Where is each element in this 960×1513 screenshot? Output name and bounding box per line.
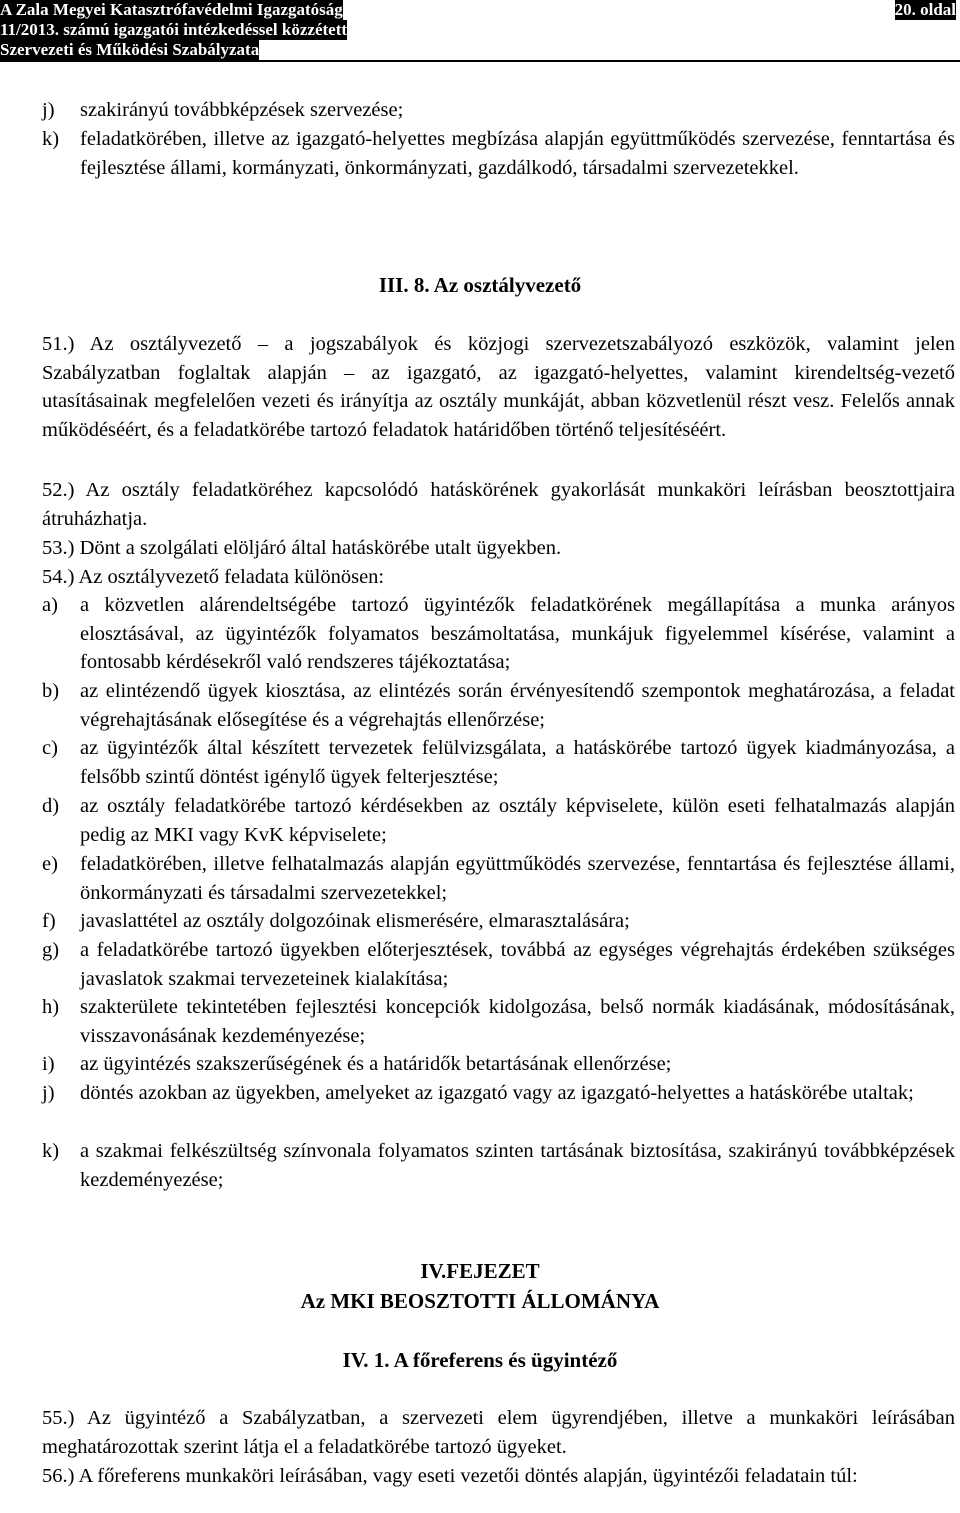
paragraph-56 [42, 1462, 955, 1491]
header-doc-title: Szervezeti és Működési Szabályzata [0, 40, 260, 59]
paragraph-number: 55.) [42, 1407, 75, 1429]
task-item-label: a) [42, 594, 58, 616]
task-item-label: f) [42, 910, 56, 932]
section-title: III. 8. Az osztályvezető [378, 273, 582, 297]
paragraph-text: A főreferens munkaköri leírásában, vagy eseti vezetői döntés alapján, ügyintézői feladatain túl: [78, 1465, 858, 1487]
task-item-label: d) [42, 795, 60, 817]
section-title: IV. 1. A főreferens és ügyintéző [342, 1348, 618, 1372]
task-item-text: a közvetlen alárendeltségébe tartozó ügyintézők feladatkörének megállapítása a munka arányos elosztásával, az ügyintézők folyamatos beszámoltatása, munkájuk figyelemmel kísérése, valamint a fontosabb kérdésekről való rendszeres tájékoztatása; [80, 594, 955, 674]
paragraph-text: Az ügyintéző a Szabályzatban, a szervezeti elem ügyrendjében, illetve a munkaköri leírásában meghatározottak szerint látja el a feladatkörébe tartozó ügyeket. [42, 1407, 955, 1458]
task-item-text: a feladatkörébe tartozó ügyekben előterjesztések, továbbá az egységes végrehajtás érdekében szükséges javaslatok szakmai tervezeteinek kialakítása; [80, 939, 955, 990]
task-item-text: az osztály feladatkörébe tartozó kérdésekben az osztály képviselete, külön eseti felhatalmazás alapján pedig az MKI vagy KvK képviselete; [80, 795, 955, 846]
paragraph-text: Az osztályvezető feladata különösen: [78, 566, 385, 588]
task-item-text: feladatkörében, illetve felhatalmazás alapján együttműködés szervezése, fenntartása és fejlesztése állami, önkormányzati és társadalmi szervezetekkel; [80, 853, 955, 904]
task-item-text: az elintézendő ügyek kiosztása, az elintézés során érvényesítendő szempontok meghatározása, a feladat végrehajtásának elősegítése és a végrehajtás ellenőrzése; [80, 680, 955, 731]
list-item-label: j) [42, 99, 55, 121]
paragraph-number: 54.) [42, 566, 75, 588]
paragraph-52 [42, 476, 955, 533]
paragraph-number: 53.) [42, 537, 75, 559]
task-item-text: az ügyintézők által készített tervezetek felülvizsgálata, a hatáskörébe tartozó ügyek kiadmányozása, a felsőbb szintű döntést igénylő ügyek felterjesztése; [80, 737, 955, 788]
header-decree: 11/2013. számú igazgatói intézkedéssel közzétett [0, 20, 348, 39]
paragraph-number: 51.) [42, 333, 75, 355]
task-item-text: javaslattétel az osztály dolgozóinak elismerésére, elmarasztalására; [80, 910, 630, 932]
task-item-label: g) [42, 939, 60, 961]
paragraph-53 [42, 534, 955, 563]
paragraph-55 [42, 1404, 955, 1461]
task-item-label: j) [42, 1082, 55, 1104]
task-item-label: c) [42, 737, 58, 759]
task-item-label: b) [42, 680, 60, 702]
paragraph-51 [42, 330, 955, 444]
page-number: 20. oldal [894, 0, 956, 19]
task-item-label: e) [42, 853, 58, 875]
chapter-subtitle: Az MKI BEOSZTOTTI ÁLLOMÁNYA [300, 1289, 660, 1313]
task-item-text: döntés azokban az ügyekben, amelyeket az igazgató vagy az igazgató-helyettes a hatáskörébe utaltak; [80, 1082, 914, 1104]
paragraph-number: 56.) [42, 1465, 75, 1487]
task-item-text: szakterülete tekintetében fejlesztési koncepciók kidolgozása, belső normák kiadásának, módosításának, visszavonásának kezdeményezése; [80, 996, 955, 1047]
paragraph-text: Dönt a szolgálati elöljáró által hatáskörébe utalt ügyekben. [79, 537, 562, 559]
list-item-text: szakirányú továbbképzések szervezése; [80, 99, 404, 121]
task-item-label: k) [42, 1140, 60, 1162]
list-item-text: feladatkörében, illetve az igazgató-helyettes megbízása alapján együttműködés szervezése, fenntartása és fejlesztése állami, kormányzati, önkormányzati, gazdálkodó, társadalmi szervezetekkel. [80, 128, 955, 179]
chapter-title: IV.FEJEZET [420, 1259, 540, 1283]
page-header [0, 0, 960, 58]
paragraph-54 [42, 563, 955, 592]
header-org-name: A Zala Megyei Katasztrófavédelmi Igazgatóság [0, 0, 343, 19]
task-item-text: az ügyintézés szakszerűségének és a határidők betartásának ellenőrzése; [80, 1053, 672, 1075]
header-divider [0, 60, 960, 62]
list-item-label: k) [42, 128, 60, 150]
task-item-text: a szakmai felkészültség színvonala folyamatos szinten tartásának biztosítása, szakirányú továbbképzések kezdeményezése; [80, 1140, 955, 1191]
paragraph-number: 52.) [42, 479, 75, 501]
task-item-label: i) [42, 1053, 55, 1075]
paragraph-text: Az osztály feladatköréhez kapcsolódó hatáskörének gyakorlását munkaköri leírásban beosztottjaira átruházhatja. [42, 479, 955, 530]
task-item-label: h) [42, 996, 60, 1018]
paragraph-text: Az osztályvezető – a jogszabályok és közjogi szervezetszabályozó eszközök, valamint jelen Szabályzatban foglaltak alapján – az igazgató, az igazgató-helyettes, valamint kirendeltség-vezető utasításainak megfelelően vezeti és irányítja az osztály munkáját, abban közvetlenül részt vesz. Felelős annak működéséért, és a feladatkörébe tartozó feladatok határidőben történő teljesítéséért. [42, 333, 955, 441]
